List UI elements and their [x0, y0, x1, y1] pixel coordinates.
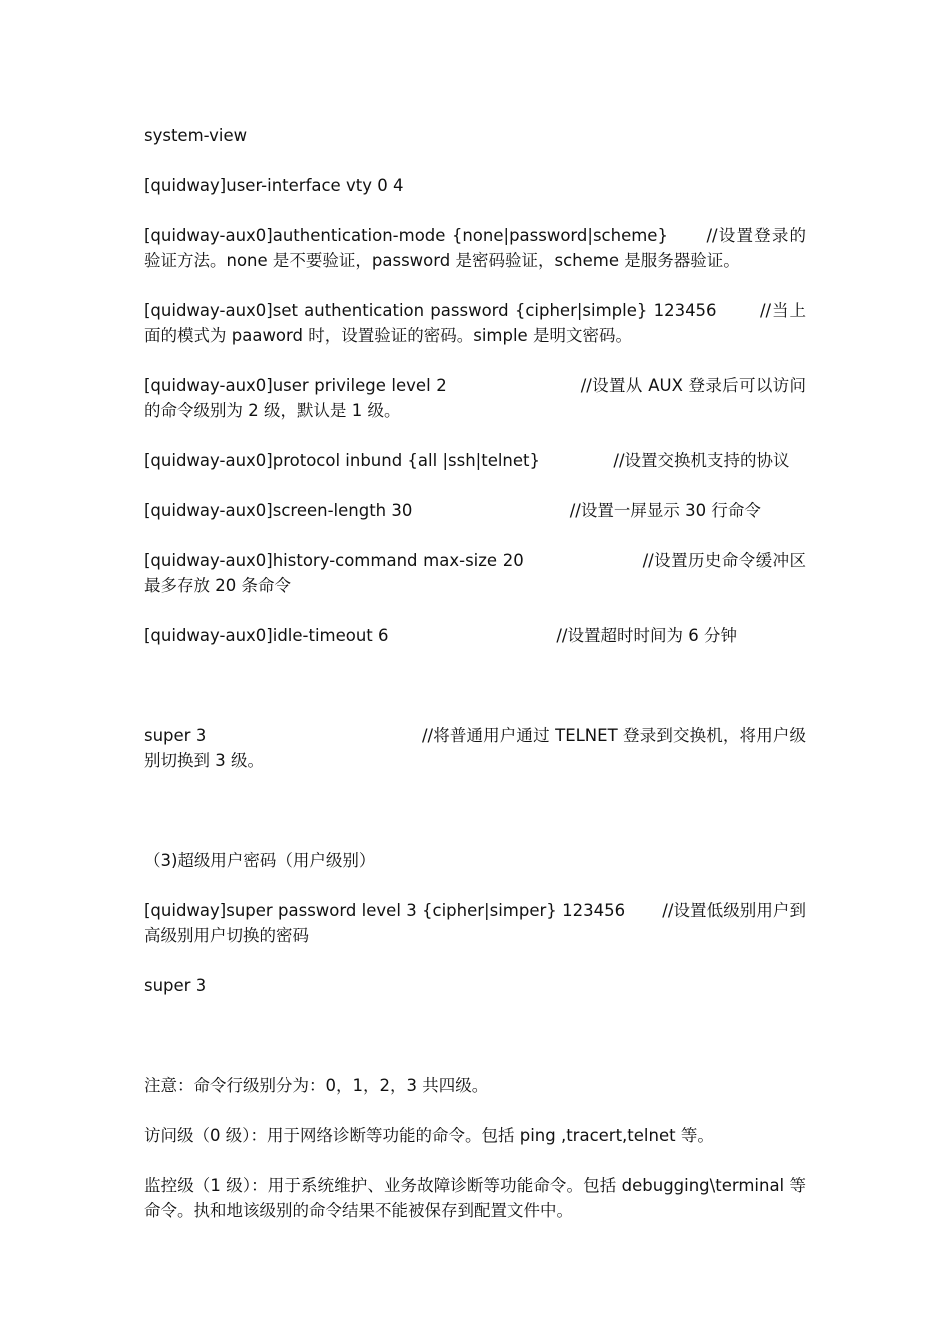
- command-super-password: [quidway]super password level 3 {cipher|simper} 123456 //设置低级别用户到高级别用户切换的密码: [144, 901, 806, 945]
- command-user-privilege-level: [quidway-aux0]user privilege level 2 //设置从 AUX 登录后可以访问的命令级别为 2 级，默认是 1 级。: [144, 376, 806, 420]
- document-content: [144, 123, 806, 1248]
- command-idle-timeout: [quidway-aux0]idle-timeout 6 //设置超时时间为 6 分钟: [144, 626, 737, 645]
- note-access-level: 访问级（0 级）：用于网络诊断等功能的命令。包括 ping ,tracert,telnet 等。: [144, 1126, 714, 1145]
- command-set-authentication-password: [quidway-aux0]set authentication password {cipher|simple} 123456 //当上面的模式为 paaword 时，设置验证的密码。simple 是明文密码。: [144, 301, 806, 345]
- command-super-3-repeat: super 3: [144, 976, 207, 995]
- note-monitor-level: 监控级（1 级）：用于系统维护、业务故障诊断等功能命令。包括 debugging\terminal 等命令。执和地该级别的命令结果不能被保存到配置文件中。: [144, 1176, 806, 1220]
- blank-space: [144, 798, 806, 848]
- blank-space: [144, 1023, 806, 1073]
- command-screen-length: [quidway-aux0]screen-length 30 //设置一屏显示 30 行命令: [144, 501, 761, 520]
- command-system-view: system-view: [144, 126, 248, 145]
- command-protocol-inbound: [quidway-aux0]protocol inbund {all |ssh|telnet} //设置交换机支持的协议: [144, 451, 790, 470]
- command-user-interface: [quidway]user-interface vty 0 4: [144, 176, 404, 195]
- note-command-levels: 注意：命令行级别分为：0，1，2，3 共四级。: [144, 1076, 489, 1095]
- blank-space: [144, 673, 806, 723]
- command-authentication-mode: [quidway-aux0]authentication-mode {none|password|scheme} //设置登录的验证方法。none 是不要验证，password 是密码验证，scheme 是服务器验证。: [144, 226, 806, 270]
- command-history-command: [quidway-aux0]history-command max-size 20 //设置历史命令缓冲区最多存放 20 条命令: [144, 551, 806, 595]
- command-super-3: super 3 //将普通用户通过 TELNET 登录到交换机，将用户级别切换到 3 级。: [144, 726, 806, 770]
- section-heading-super-user-password: （3)超级用户密码（用户级别）: [144, 851, 376, 870]
